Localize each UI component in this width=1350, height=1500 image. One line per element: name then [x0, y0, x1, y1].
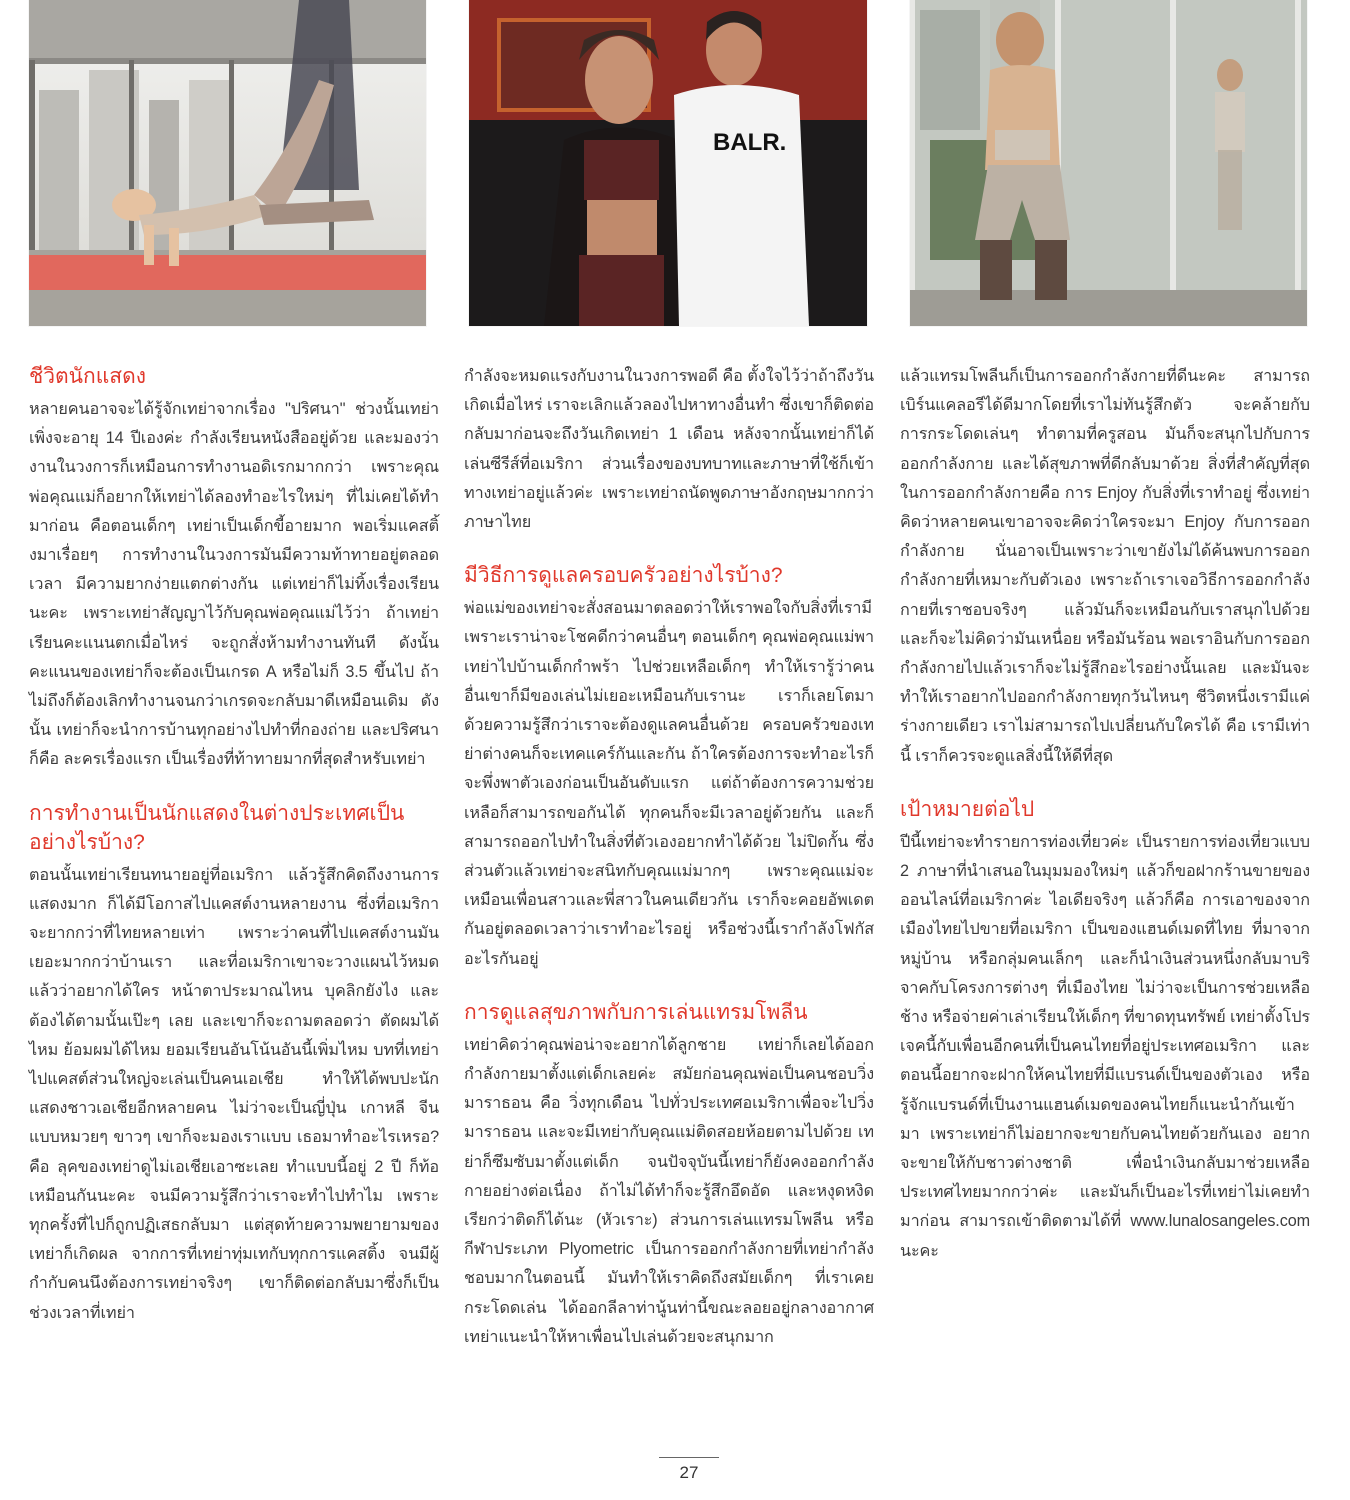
section-heading-health-trampoline: การดูแลสุขภาพกับการเล่นแทรมโพลีน: [464, 1000, 808, 1024]
paragraph-acting-life: หลายคนอาจจะได้รู้จักเทย่าจากเรื่อง "ปริศนา" ช่วงนั้นเทย่าเพิ่งจะอายุ 14 ปีเองค่ะ กำลังเรียนหนังสืออยู่ด้วย และมองว่างานในวงการก็เหมือนการทำงานอดิเรกมากกว่า เพราะคุณพ่อคุณแม่ก็อยากให้เทย่าได้ลองทำอะไรใหม่ๆ ที่ไม่เคยได้ทำมาก่อน คือตอนเด็กๆ เทย่าเป็นเด็กขี้อายมาก พอเริ่มแคสติ้งมาเรื่อยๆ การทำงานในวงการมันมีความท้าทายอยู่ตลอดเวลา มีความยากง่ายแตกต่างกัน แต่เทย่าก็ไม่ทิ้งเรื่องเรียนนะคะ เพราะเทย่าสัญญาไว้กับคุณพ่อคุณแม่ไว้ว่า ถ้าเทย่าเรียนคะแนนตกเมื่อไหร่ จะถูกสั่งห้ามทำงานทันที ดังนั้นคะแนนของเทย่าก็จะต้องเป็นเกรด A หรือไม่ก็ 3.5 ขึ้นไป ถ้าไม่ถึงก็ต้องเลิกทำงานจนกว่าเกรดจะกลับมาดีเหมือนเดิม ดังนั้น เทย่าก็จะนำการบ้านทุกอย่างไปทำที่กองถ่าย และปริศนาก็คือ ละครเรื่องแรก เป็นเรื่องที่ท้าทายมากที่สุดสำหรับเทย่า: [29, 400, 439, 769]
paragraph-health-trampoline: เทย่าคิดว่าคุณพ่อน่าจะอยากได้ลูกชาย เทย่าก็เลยได้ออกกำลังกายมาตั้งแต่เด็กเลยค่ะ สมัยก่อนคุณพ่อเป็นคนชอบวิ่งมาราธอน คือ วิ่งทุกเดือน ไปทั่วประเทศอเมริกาเพื่อจะไปวิ่งมาราธอน และจะมีเทย่ากับคุณแม่ติดสอยห้อยตามไปด้วย เทย่าก็ซึมซับมาตั้งแต่เด็ก จนปัจจุบันนี้เทย่าก็ยังคงออกกำลังกายอย่างต่อเนื่อง ถ้าไม่ได้ทำก็จะรู้สึกอึดอัด และหงุดหงิด เรียกว่าติดก็ได้นะ (หัวเราะ) ส่วนการเล่นแทรมโพลีน หรือกีฬาประเภท Plyometric เป็นการออกกำลังกายที่เทย่ากำลังชอบมากในตอนนี้ มันทำให้เราคิดถึงสมัยเด็กๆ ที่เราเคยกระโดดเล่น ได้ออกลีลาท่านู้นท่านี้ขณะลอยอยู่กลางอากาศ เทย่าแนะนำให้หาเพื่อนไปเล่นด้วยจะสนุกมาก: [464, 1035, 874, 1346]
page-number: 27: [679, 1463, 699, 1482]
section-heading-working-abroad: การทำงานเป็นนักแสดงในต่างประเทศเป็นอย่างไรบ้าง?: [29, 801, 405, 854]
paragraph-next-goal: ปีนี้เทย่าจะทำรายการท่องเที่ยวค่ะ เป็นรายการท่องเที่ยวแบบ 2 ภาษาที่นำเสนอในมุมมองใหม่ๆ แล้วก็ขอฝากร้านขายของออนไลน์ที่อเมริกาค่ะ ไอเดียจริงๆ แล้วก็คือ การเอาของจากเมืองไทยไปขายที่อเมริกา เป็นของแฮนด์เมดที่ไทย ที่มาจากหมู่บ้าน หรือกลุ่มคนเล็กๆ และก็นำเงินส่วนหนึ่งกลับมาบริจาคกับโครงการต่างๆ ที่เมืองไทย ไม่ว่าจะเป็นการช่วยเหลือช้าง หรือจ่ายค่าเล่าเรียนให้เด็กๆ ที่ขาดทุนทรัพย์ เทย่าตั้งโปรเจคนี้กับเพื่อนอีกคนที่เป็นคนไทยที่อยู่ประเทศอเมริกา และตอนนี้อยากจะฝากให้คนไทยที่มีแบรนด์เป็นของตัวเอง หรือรู้จักแบรนด์ที่เป็นงานแฮนด์เมดของคนไทยก็แนะนำกันเข้ามา เพราะเทย่าก็ไม่อยากจะขายกับคนไทยด้วยกันเอง อยากจะขายให้กับชาวต่างชาติ เพื่อนำเงินกลับมาช่วยเหลือประเทศไทยมากกว่าค่ะ และมันก็เป็นอะไรที่เทย่าไม่เคยทำมาก่อน สามารถเข้าติดตามได้ที่ www.lunalosangeles.com นะคะ: [900, 832, 1310, 1260]
section-heading-next-goal: เป้าหมายต่อไป: [900, 797, 1035, 821]
photo-aerial-yoga: [29, 0, 426, 326]
photo-gym-portrait: [469, 0, 867, 326]
paragraph-working-abroad: ตอนนั้นเทย่าเรียนทนายอยู่ที่อเมริกา แล้วรู้สึกคิดถึงงานการแสดงมาก ก็ได้มีโอกาสไปแคสต์งานหลายงาน ซึ่งที่อเมริกาจะยากกว่าที่ไทยหลายเท่า เพราะว่าคนที่ไปแคสต์งานมันเยอะมากกว่าบ้านเรา และที่อเมริกาเขาจะวางแผนไว้หมดแล้วว่าอยากได้ใคร หน้าตาประมาณไหน บุคลิกยังไง และต้องได้ตามนั้นเป๊ะๆ เลย และเขาก็จะถามตลอดว่า ตัดผมได้ไหม ย้อมผมได้ไหม ยอมเรียนอันโน้นอันนี้เพิ่มไหม บทที่เทย่าไปแคสต์ส่วนใหญ่จะเล่นเป็นคนเอเชีย ทำให้ได้พบปะนักแสดงชาวเอเชียอีกหลายคน ไม่ว่าจะเป็นญี่ปุ่น เกาหลี จีน แบบหมวยๆ ขาวๆ เขาก็จะมองเราแบบ เธอมาทำอะไรเหรอ? คือ ลุคของเทย่าดูไม่เอเชียเอาซะเลย ทำแบบนี้อยู่ 2 ปี ก็ท้อเหมือนกันนะคะ จนมีความรู้สึกว่าเราจะทำไปทำไม เพราะทุกครั้งที่ไปก็ถูกปฏิเสธกลับมา แต่สุดท้ายความพยายามของเทย่าก็เกิดผล จากการที่เทย่าทุ่มเทกับทุกการแคสติ้ง จนมีผู้กำกับคนนึงต้องการเทย่าจริงๆ เขาก็ติดต่อกลับมาซึ่งก็เป็นช่วงเวลาที่เทย่า: [29, 865, 439, 1322]
article-column-1: [29, 362, 439, 1328]
page-number-rule: [659, 1457, 719, 1458]
article-column-2: [464, 362, 874, 1352]
article-column-3: [900, 362, 1310, 1266]
paragraph-family: พ่อแม่ของเทย่าจะสั่งสอนมาตลอดว่าให้เราพอใจกับสิ่งที่เรามี เพราะเราน่าจะโชคดีกว่าคนอื่นๆ ตอนเด็กๆ คุณพ่อคุณแม่พาเทย่าไปบ้านเด็กกำพร้า ไปช่วยเหลือเด็กๆ ทำให้เรารู้ว่าคนอื่นเขาก็มีของเล่นไม่เยอะเหมือนกับเรานะ เราก็เลยโตมาด้วยความรู้สึกว่าเราจะต้องดูแลคนอื่นด้วย ครอบครัวของเทย่าต่างคนก็จะเทคแคร์กันและกัน ถ้าใครต้องการจะทำอะไรก็จะพึ่งพาตัวเองก่อนเป็นอันดับแรก แต่ถ้าต้องการความช่วยเหลือก็สามารถขอกันได้ ทุกคนก็จะมีเวลาอยู่ด้วยกัน และก็สามารถออกไปทำในสิ่งที่ตัวเองอยากทำได้ด้วย ไม่ปิดกั้น ซึ่งส่วนตัวแล้วเทย่าจะสนิทกับคุณแม่มากๆ เพราะคุณแม่จะเหมือนเพื่อนสาวและพี่สาวในคนเดียวกัน เราก็จะคอยอัพเดตกันอยู่ตลอดเวลาว่าเราทำอะไรอยู่ หรือช่วงนี้เรากำลังโฟกัสอะไรกันอยู่: [464, 599, 874, 968]
section-heading-acting-life: ชีวิตนักแสดง: [29, 365, 146, 388]
shirt-logo: BALR.: [713, 129, 787, 156]
photo-window-yoga: [910, 0, 1307, 326]
paragraph-trampoline-continued: แล้วแทรมโพลีนก็เป็นการออกกำลังกายที่ดีนะคะ สามารถเบิร์นแคลอรีได้ดีมากโดยที่เราไม่ทันรู้สึกตัว จะคล้ายกับการกระโดดเล่นๆ ทำตามที่ครูสอน มันก็จะสนุกไปกับการออกกำลังกาย และได้สุขภาพที่ดีกลับมาด้วย สิ่งที่สำคัญที่สุดในการออกกำลังกายคือ การ Enjoy กับสิ่งที่เราทำอยู่ ซึ่งเทย่าคิดว่าหลายคนเขาอาจจะคิดว่าใครจะมา Enjoy กับการออกกำลังกาย นั่นอาจเป็นเพราะว่าเขายังไม่ได้ค้นพบการออกกำลังกายที่เหมาะกับตัวเอง เพราะถ้าเราเจอวิธีการออกกำลังกายที่เราชอบจริงๆ แล้วมันก็จะเหมือนกับเราสนุกไปด้วย และก็จะไม่คิดว่ามันเหนื่อย หรือมันร้อน พอเราอินกับการออกกำลังกายไปแล้วเราก็จะไม่รู้สึกอะไรอย่างนั้นเลย และมันจะทำให้เราอยากไปออกกำลังกายทุกวันไหนๆ ชีวิตหนึ่งเรามีแค่ร่างกายเดียว เราไม่สามารถไปเปลี่ยนกับใครได้ คือ เรามีเท่านี้ เราก็ควรจะดูแลสิ่งนี้ให้ดีที่สุด: [900, 367, 1310, 765]
paragraph-continued: กำลังจะหมดแรงกับงานในวงการพอดี คือ ตั้งใจไว้ว่าถ้าถึงวันเกิดเมื่อไหร่ เราจะเลิกแล้วลองไปหาทางอื่นทำ ซึ่งเขาก็ติดต่อกลับมาก่อนจะถึงวันเกิดเทย่า 1 เดือน หลังจากนั้นเทย่าก็ได้เล่นซีรีส์ที่อเมริกา ส่วนเรื่องของบทบาทและภาษาที่ใช้ก็เข้าทางเทย่าอยู่แล้วค่ะ เพราะเทย่าถนัดพูดภาษาอังกฤษมากกว่าภาษาไทย: [464, 367, 874, 532]
section-heading-family: มีวิธีการดูแลครอบครัวอย่างไรบ้าง?: [464, 564, 783, 588]
